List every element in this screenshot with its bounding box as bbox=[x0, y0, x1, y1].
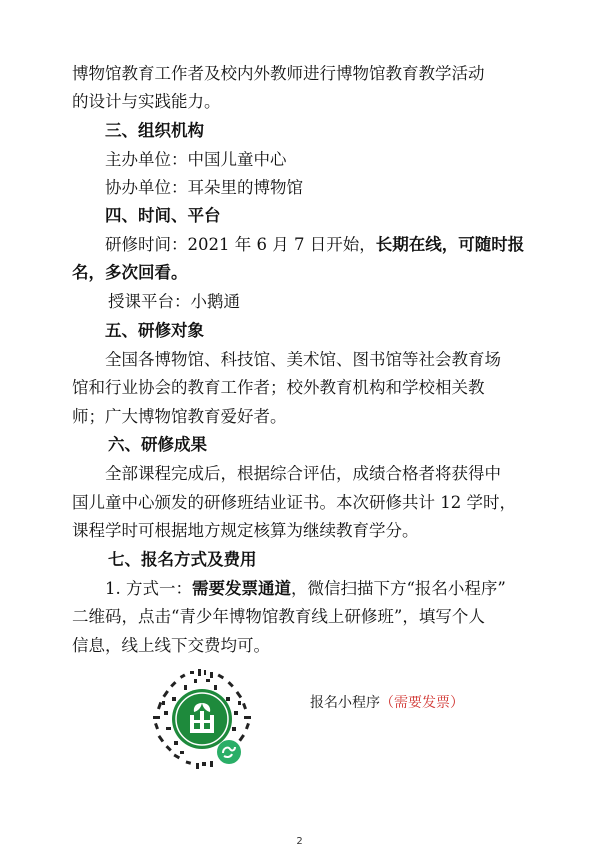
body-line: 主办单位：中国儿童中心 bbox=[105, 150, 287, 169]
text-run: 1. 方式一： bbox=[105, 579, 192, 598]
body-line: 博物馆教育工作者及校内外教师进行博物馆教育教学活动 bbox=[72, 64, 485, 83]
bold-text-run: 长期在线，可随时报 bbox=[375, 235, 525, 254]
section-heading: 三、组织机构 bbox=[105, 121, 204, 140]
body-line: 名，多次回看。 bbox=[72, 263, 188, 282]
body-line bbox=[105, 231, 524, 259]
page-number: 2 bbox=[296, 836, 303, 847]
qr-caption bbox=[310, 693, 464, 713]
body-line: 协办单位：耳朵里的博物馆 bbox=[105, 178, 303, 197]
text-run: 研修时间：2021 年 6 月 7 日开始， bbox=[105, 235, 376, 254]
body-line bbox=[105, 575, 506, 603]
section-heading: 四、时间、平台 bbox=[105, 206, 221, 225]
body-line: 馆和行业协会的教育工作者；校外教育机构和学校相关教 bbox=[72, 378, 485, 397]
body-line: 课程学时可根据地方规定核算为继续教育学分。 bbox=[72, 521, 419, 540]
body-line: 国儿童中心颁发的研修班结业证书。本次研修共计 12 学时， bbox=[72, 493, 516, 512]
body-line: 全国各博物馆、科技馆、美术馆、图书馆等社会教育场 bbox=[105, 350, 501, 369]
qr-caption-note: （需要发票） bbox=[380, 695, 464, 711]
section-heading: 五、研修对象 bbox=[105, 321, 204, 340]
text-run: ，微信扫描下方“报名小程序” bbox=[291, 579, 506, 598]
qr-caption-main: 报名小程序 bbox=[310, 695, 380, 711]
body-line: 的设计与实践能力。 bbox=[72, 92, 221, 111]
body-line: 授课平台：小鹅通 bbox=[108, 292, 240, 311]
mini-program-badge bbox=[217, 740, 241, 764]
section-heading: 六、研修成果 bbox=[108, 435, 207, 454]
body-line: 二维码，点击“青少年博物馆教育线上研修班”，填写个人 bbox=[72, 607, 485, 626]
body-line: 信息，线上线下交费均可。 bbox=[72, 636, 270, 655]
body-line: 师；广大博物馆教育爱好者。 bbox=[72, 407, 287, 426]
wechat-mini-program-code-icon[interactable] bbox=[150, 667, 254, 771]
bold-text-run: 需要发票通道 bbox=[192, 579, 291, 598]
body-line: 全部课程完成后，根据综合评估，成绩合格者将获得中 bbox=[105, 464, 501, 483]
section-heading: 七、报名方式及费用 bbox=[108, 550, 257, 569]
